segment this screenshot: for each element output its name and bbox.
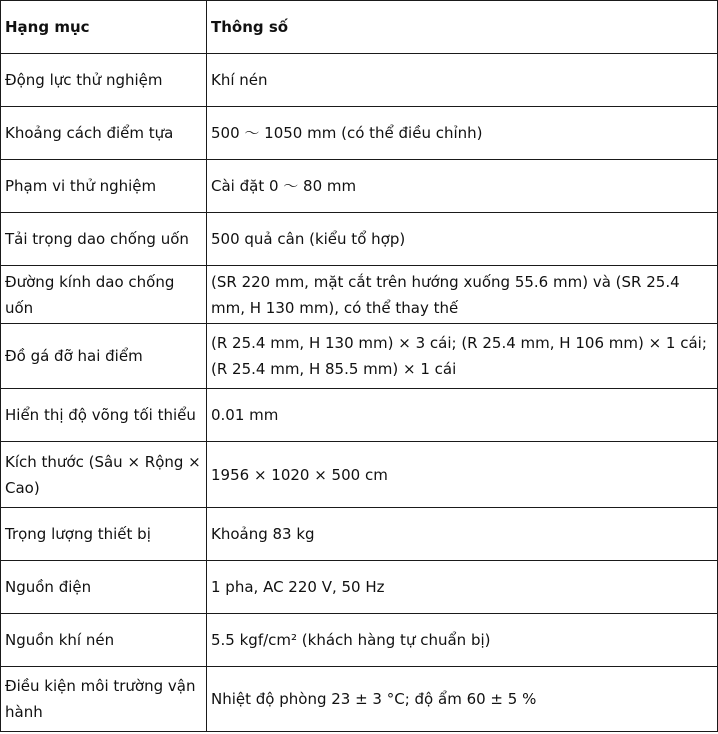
table-row: [1, 266, 718, 324]
row-value: 1 pha, AC 220 V, 50 Hz: [207, 561, 718, 614]
table-row: [1, 324, 718, 389]
table-row: [1, 561, 718, 614]
row-label: Điều kiện môi trường vận hành: [1, 667, 207, 732]
table-row: [1, 667, 718, 732]
row-label: Nguồn khí nén: [1, 614, 207, 667]
row-label: Nguồn điện: [1, 561, 207, 614]
row-value: (R 25.4 mm, H 130 mm) × 3 cái; (R 25.4 mm, H 106 mm) × 1 cái; (R 25.4 mm, H 85.5 mm) × 1 cái: [207, 324, 718, 389]
row-label: Tải trọng dao chống uốn: [1, 213, 207, 266]
table-row: [1, 213, 718, 266]
row-value: 1956 × 1020 × 500 cm: [207, 442, 718, 508]
header-spec: Thông số: [207, 1, 718, 54]
row-label: Khoảng cách điểm tựa: [1, 107, 207, 160]
row-value: 5.5 kgf/cm² (khách hàng tự chuẩn bị): [207, 614, 718, 667]
table-row: [1, 614, 718, 667]
table-row: [1, 508, 718, 561]
row-label: Đường kính dao chống uốn: [1, 266, 207, 324]
row-value: Khoảng 83 kg: [207, 508, 718, 561]
table-row: [1, 107, 718, 160]
table-row: [1, 442, 718, 508]
row-label: Phạm vi thử nghiệm: [1, 160, 207, 213]
row-value: Khí nén: [207, 54, 718, 107]
row-value: (SR 220 mm, mặt cắt trên hướng xuống 55.6 mm) và (SR 25.4 mm, H 130 mm), có thể thay thế: [207, 266, 718, 324]
row-label: Động lực thử nghiệm: [1, 54, 207, 107]
row-label: Hiển thị độ võng tối thiểu: [1, 389, 207, 442]
row-value: 500 ～ 1050 mm (có thể điều chỉnh): [207, 107, 718, 160]
table-row: [1, 160, 718, 213]
row-label: Kích thước (Sâu × Rộng × Cao): [1, 442, 207, 508]
table-header-row: [1, 1, 718, 54]
row-value: Cài đặt 0 ～ 80 mm: [207, 160, 718, 213]
row-label: Đồ gá đỡ hai điểm: [1, 324, 207, 389]
table-row: [1, 54, 718, 107]
row-label: Trọng lượng thiết bị: [1, 508, 207, 561]
row-value: Nhiệt độ phòng 23 ± 3 °C; độ ẩm 60 ± 5 %: [207, 667, 718, 732]
table-row: [1, 389, 718, 442]
row-value: 500 quả cân (kiểu tổ hợp): [207, 213, 718, 266]
header-item: Hạng mục: [1, 1, 207, 54]
row-value: 0.01 mm: [207, 389, 718, 442]
